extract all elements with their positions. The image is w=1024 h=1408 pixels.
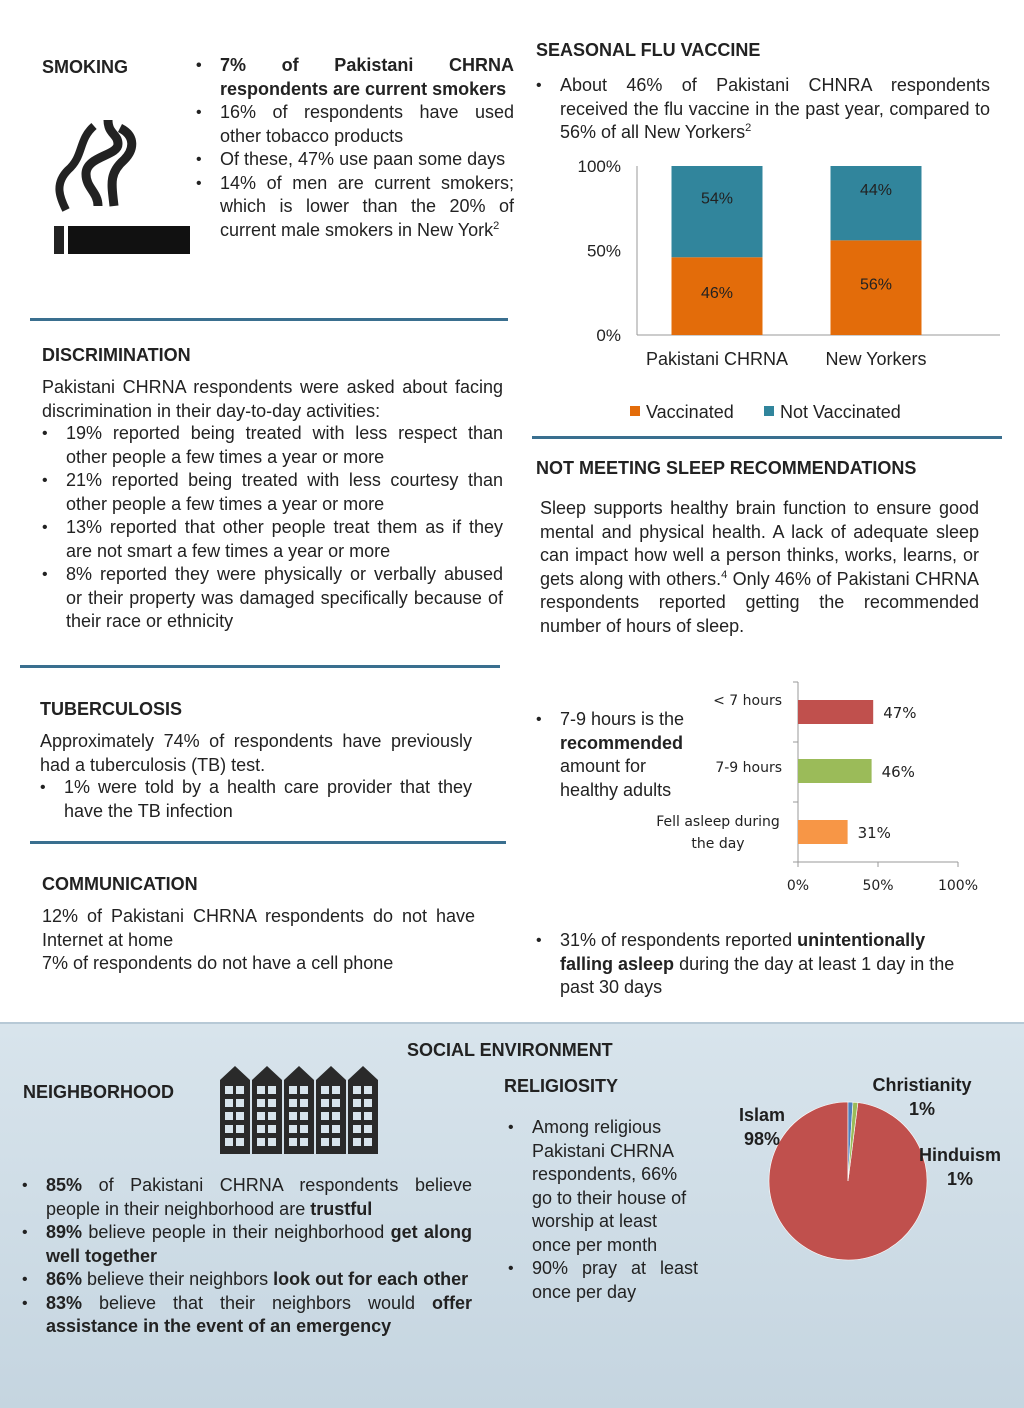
tuberculosis-list [40,776,472,823]
window [289,1125,297,1133]
list-item: • 83% believe that their neighbors would offer assistance in the event of an emergency [22,1292,472,1339]
section-divider [532,436,1002,439]
neighborhood-list [22,1174,472,1339]
window [321,1099,329,1107]
window [364,1086,372,1094]
data-label: 54% [700,190,734,208]
data-label: 44% [859,182,893,200]
building [316,1066,346,1154]
sleep-fell-asleep-list [536,929,976,1000]
window [353,1099,361,1107]
cigarette-icon [48,114,190,256]
bar [798,759,872,783]
legend-label: Not Vaccinated [780,402,901,422]
window [257,1086,265,1094]
data-label: 56% [859,276,893,294]
bar [798,820,848,844]
smoking-title: SMOKING [42,57,129,77]
building [252,1066,282,1154]
x-tick-label: New Yorkers [825,349,927,369]
window [236,1125,244,1133]
data-label: 46% [881,763,915,781]
window [364,1112,372,1120]
window [289,1112,297,1120]
tuberculosis-intro: Approximately 74% of respondents have previously had a tuberculosis (TB) test. [40,731,472,775]
x-tick-label: 50% [862,878,894,894]
data-label: 46% [700,285,734,303]
list-item: • 1% were told by a health care provider that they have the TB infection [40,776,472,823]
religion-pie-chart [700,1068,1018,1308]
bar-segment [672,166,763,257]
window [332,1099,340,1107]
list-item: • About 46% of Pakistani CHNRA respondents received the flu vaccine in the past year, compared to 56% of all New Yorkers$^2$ [536,74,990,145]
data-label: 31% [857,824,891,842]
window [268,1125,276,1133]
window [257,1125,265,1133]
discrimination-list [42,422,503,634]
y-tick-label: 7-9 hours [715,760,782,776]
window [321,1112,329,1120]
window [300,1086,308,1094]
window [353,1125,361,1133]
pie-label: 1% [946,1169,974,1189]
window [257,1138,265,1146]
legend-swatch [630,406,640,416]
window [225,1125,233,1133]
section-divider [20,665,500,668]
window [289,1086,297,1094]
flu-vaccine-chart [530,150,1010,435]
list-item: • 13% reported that other people treat them as if they are not smart a few times a year or more [42,516,503,563]
window [300,1125,308,1133]
x-tick-label: 100% [937,878,979,894]
section-divider [30,841,506,844]
list-item: • 86% believe their neighbors look out for each other [22,1268,472,1292]
list-item: • 21% reported being treated with less courtesy than other people a few times a year or more [42,469,503,516]
list-item: • 89% believe people in their neighborhood get along well together [22,1221,472,1268]
building [220,1066,250,1154]
building [348,1066,378,1154]
religiosity-title: RELIGIOSITY [504,1076,619,1096]
window [364,1125,372,1133]
list-item: • 7-9 hours is the recommended amount for healthy adults [536,708,702,802]
section-divider [30,318,508,321]
data-label: 47% [883,704,917,722]
window [225,1086,233,1094]
list-item: • Of these, 47% use paan some days [196,148,514,172]
communication-line2: 7% of respondents do not have a cell phone [42,953,394,973]
list-item: • 31% of respondents reported unintentionally falling asleep during the day at least 1 day in the past 30 days [536,929,976,1000]
list-item: • 16% of respondents have used other tobacco products [196,101,514,148]
window [332,1086,340,1094]
window [332,1138,340,1146]
bar [798,700,873,724]
list-item: • 85% of Pakistani CHRNA respondents believe people in their neighborhood are trustful [22,1174,472,1221]
x-tick-label: 0% [786,878,810,894]
window [364,1138,372,1146]
window [321,1125,329,1133]
sleep-text: Sleep supports healthy brain function to ensure good mental and physical health. A lack of adequate sleep can impact how well a person thinks, works, learns, or gets along with others.$^4$ Only 46% of Pakistani CHRNA respondents reported getting the recommended number of hours of sleep. [540,498,979,636]
neighborhood-title: NEIGHBORHOOD [23,1082,175,1102]
pie-label: Christianity [872,1075,972,1095]
window [268,1099,276,1107]
window [225,1138,233,1146]
x-tick-label: Pakistani CHRNA [645,349,789,369]
window [289,1099,297,1107]
pie-label: Islam [738,1105,786,1125]
y-tick-label: the day [691,836,745,852]
y-tick-label: 100% [577,157,621,176]
window [268,1112,276,1120]
window [225,1112,233,1120]
list-item: • 90% pray at least once per day [508,1257,698,1304]
pie-label: 1% [908,1099,936,1119]
legend-label: Vaccinated [646,402,734,422]
window [332,1112,340,1120]
window [321,1138,329,1146]
bar-segment [831,166,922,240]
religiosity-list [508,1116,698,1304]
legend-swatch [764,406,774,416]
window [300,1138,308,1146]
building [284,1066,314,1154]
y-tick-label: Fell asleep during [656,814,780,830]
pie-label: Hinduism [918,1145,1002,1165]
sleep-chart [640,676,980,898]
window [236,1112,244,1120]
social-environment-title: SOCIAL ENVIRONMENT [407,1040,613,1060]
window [225,1099,233,1107]
sleep-title: NOT MEETING SLEEP RECOMMENDATIONS [536,458,917,478]
window [289,1138,297,1146]
window [268,1138,276,1146]
window [353,1138,361,1146]
y-tick-label: < 7 hours [713,693,782,709]
window [268,1086,276,1094]
flu-list [536,74,990,145]
discrimination-title: DISCRIMINATION [42,345,191,365]
communication-line1: 12% of Pakistani CHRNA respondents do not have Internet at home [42,906,475,950]
window [353,1086,361,1094]
tuberculosis-title: TUBERCULOSIS [40,699,183,719]
list-item: • 14% of men are current smokers; which is lower than the 20% of current male smokers in New York$^2$ [196,172,514,243]
window [332,1125,340,1133]
window [257,1099,265,1107]
list-item: • 7% of Pakistani CHRNA respondents are current smokers [196,54,514,101]
list-item: • 19% reported being treated with less respect than other people a few times a year or more [42,422,503,469]
window [236,1099,244,1107]
window [236,1086,244,1094]
communication-title: COMMUNICATION [42,874,198,894]
y-tick-label: 50% [586,241,621,261]
window [353,1112,361,1120]
apartment-buildings-icon [216,1062,386,1154]
window [257,1112,265,1120]
smoking-list [196,54,514,242]
flu-title: SEASONAL FLU VACCINE [536,40,761,60]
window [300,1099,308,1107]
y-tick-label: 0% [596,326,621,345]
pie-label: 98% [743,1129,781,1149]
window [236,1138,244,1146]
discrimination-intro: Pakistani CHRNA respondents were asked about facing discrimination in their day-to-day activities: [42,377,503,421]
window [321,1086,329,1094]
window [364,1099,372,1107]
window [300,1112,308,1120]
list-item: • Among religious Pakistani CHRNA respondents, 66% go to their house of worship at least once per month [508,1116,698,1257]
list-item: • 8% reported they were physically or verbally abused or their property was damaged specifically because of their race or ethnicity [42,563,503,634]
